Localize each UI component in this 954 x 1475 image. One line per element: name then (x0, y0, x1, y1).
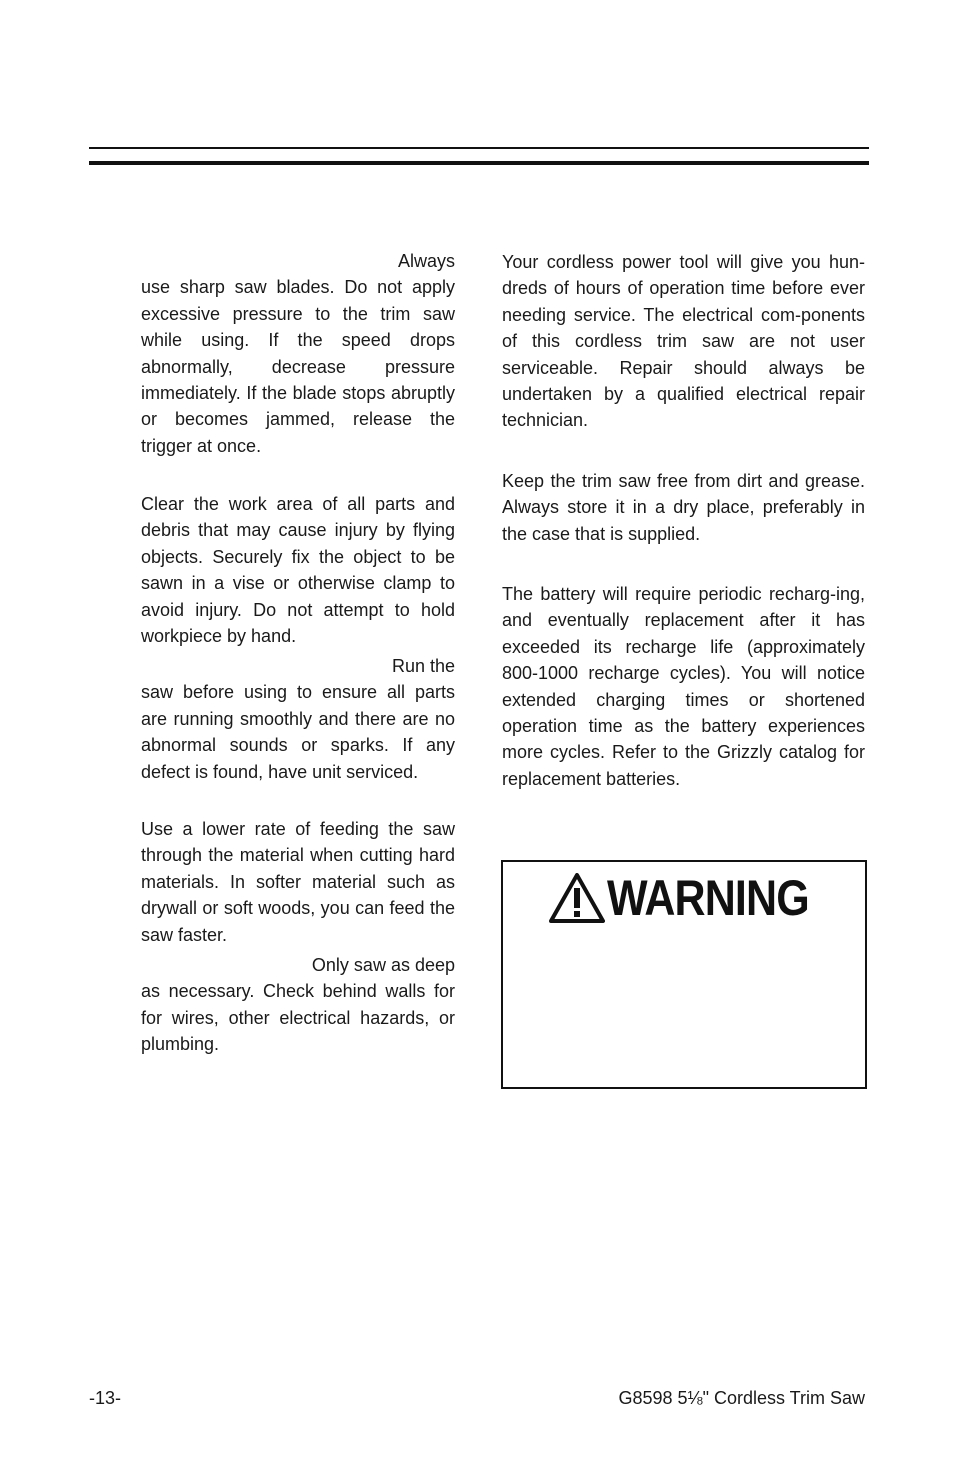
right-para-2-body: Keep the trim saw free from dirt and grease. Always store it in a dry place, preferably in the case that is supplied. (502, 471, 865, 544)
left-para-5 (141, 952, 455, 1058)
right-para-3-body: The battery will require periodic recharg-ing, and eventually replacement after it has exceeded its recharge life (approximately 800-1000 recharge cycles). You will notice extended charging times or shortened operation time as the battery experiences more cycles. Refer to the Grizzly catalog for replacement batteries. (502, 584, 865, 789)
right-para-1 (502, 249, 865, 434)
right-para-2 (502, 468, 865, 547)
left-para-1-body: use sharp saw blades. Do not apply excessive pressure to the trim saw while using. If the speed drops abnormally, decrease pressure immediately. If the blade stops abruptly or becomes jammed, release the trigger at once. (141, 277, 455, 456)
warning-label: WARNING (607, 870, 809, 926)
page-number: -13- (89, 1388, 122, 1408)
left-para-3-lead: Run the (391, 656, 455, 676)
left-para-5-body: as necessary. Check behind walls for for wires, other electrical hazards, or plumbing. (141, 981, 455, 1055)
left-para-3-body: saw before using to ensure all parts are running smoothly and there are no abnormal sounds or sparks. If any defect is found, have unit serviced. (141, 682, 455, 782)
left-para-5-lead: Only saw as deep (311, 955, 455, 975)
footer-model: G8598 5⅛" Cordless Trim Saw (618, 1388, 865, 1408)
left-para-1-lead: Always (397, 251, 455, 271)
right-para-1-body: Your cordless power tool will give you hun-dreds of hours of operation time before ever needing service. The electrical com-ponents of this cordless trim saw are not user serviceable. Repair should always be undertaken by a qualified electrical repair technician. (502, 252, 865, 431)
header-rule-thin (89, 147, 869, 149)
header-rule-thick (89, 161, 869, 165)
left-para-4-body: Use a lower rate of feeding the saw through the material when cutting hard materials. In softer material such as drywall or soft woods, you can feed the saw faster. (141, 819, 455, 945)
left-para-4 (141, 816, 455, 948)
left-para-3 (141, 653, 455, 785)
warning-header (549, 870, 842, 926)
left-para-2 (141, 491, 455, 649)
left-para-2-body: Clear the work area of all parts and debris that may cause injury by flying objects. Securely fix the object to be sawn in a vise or otherwise clamp to avoid injury. Do not attempt to hold workpiece by hand. (141, 494, 455, 647)
left-para-1 (141, 248, 455, 459)
warning-box (501, 860, 867, 1089)
warning-triangle-icon (549, 873, 605, 923)
right-para-3 (502, 581, 865, 792)
